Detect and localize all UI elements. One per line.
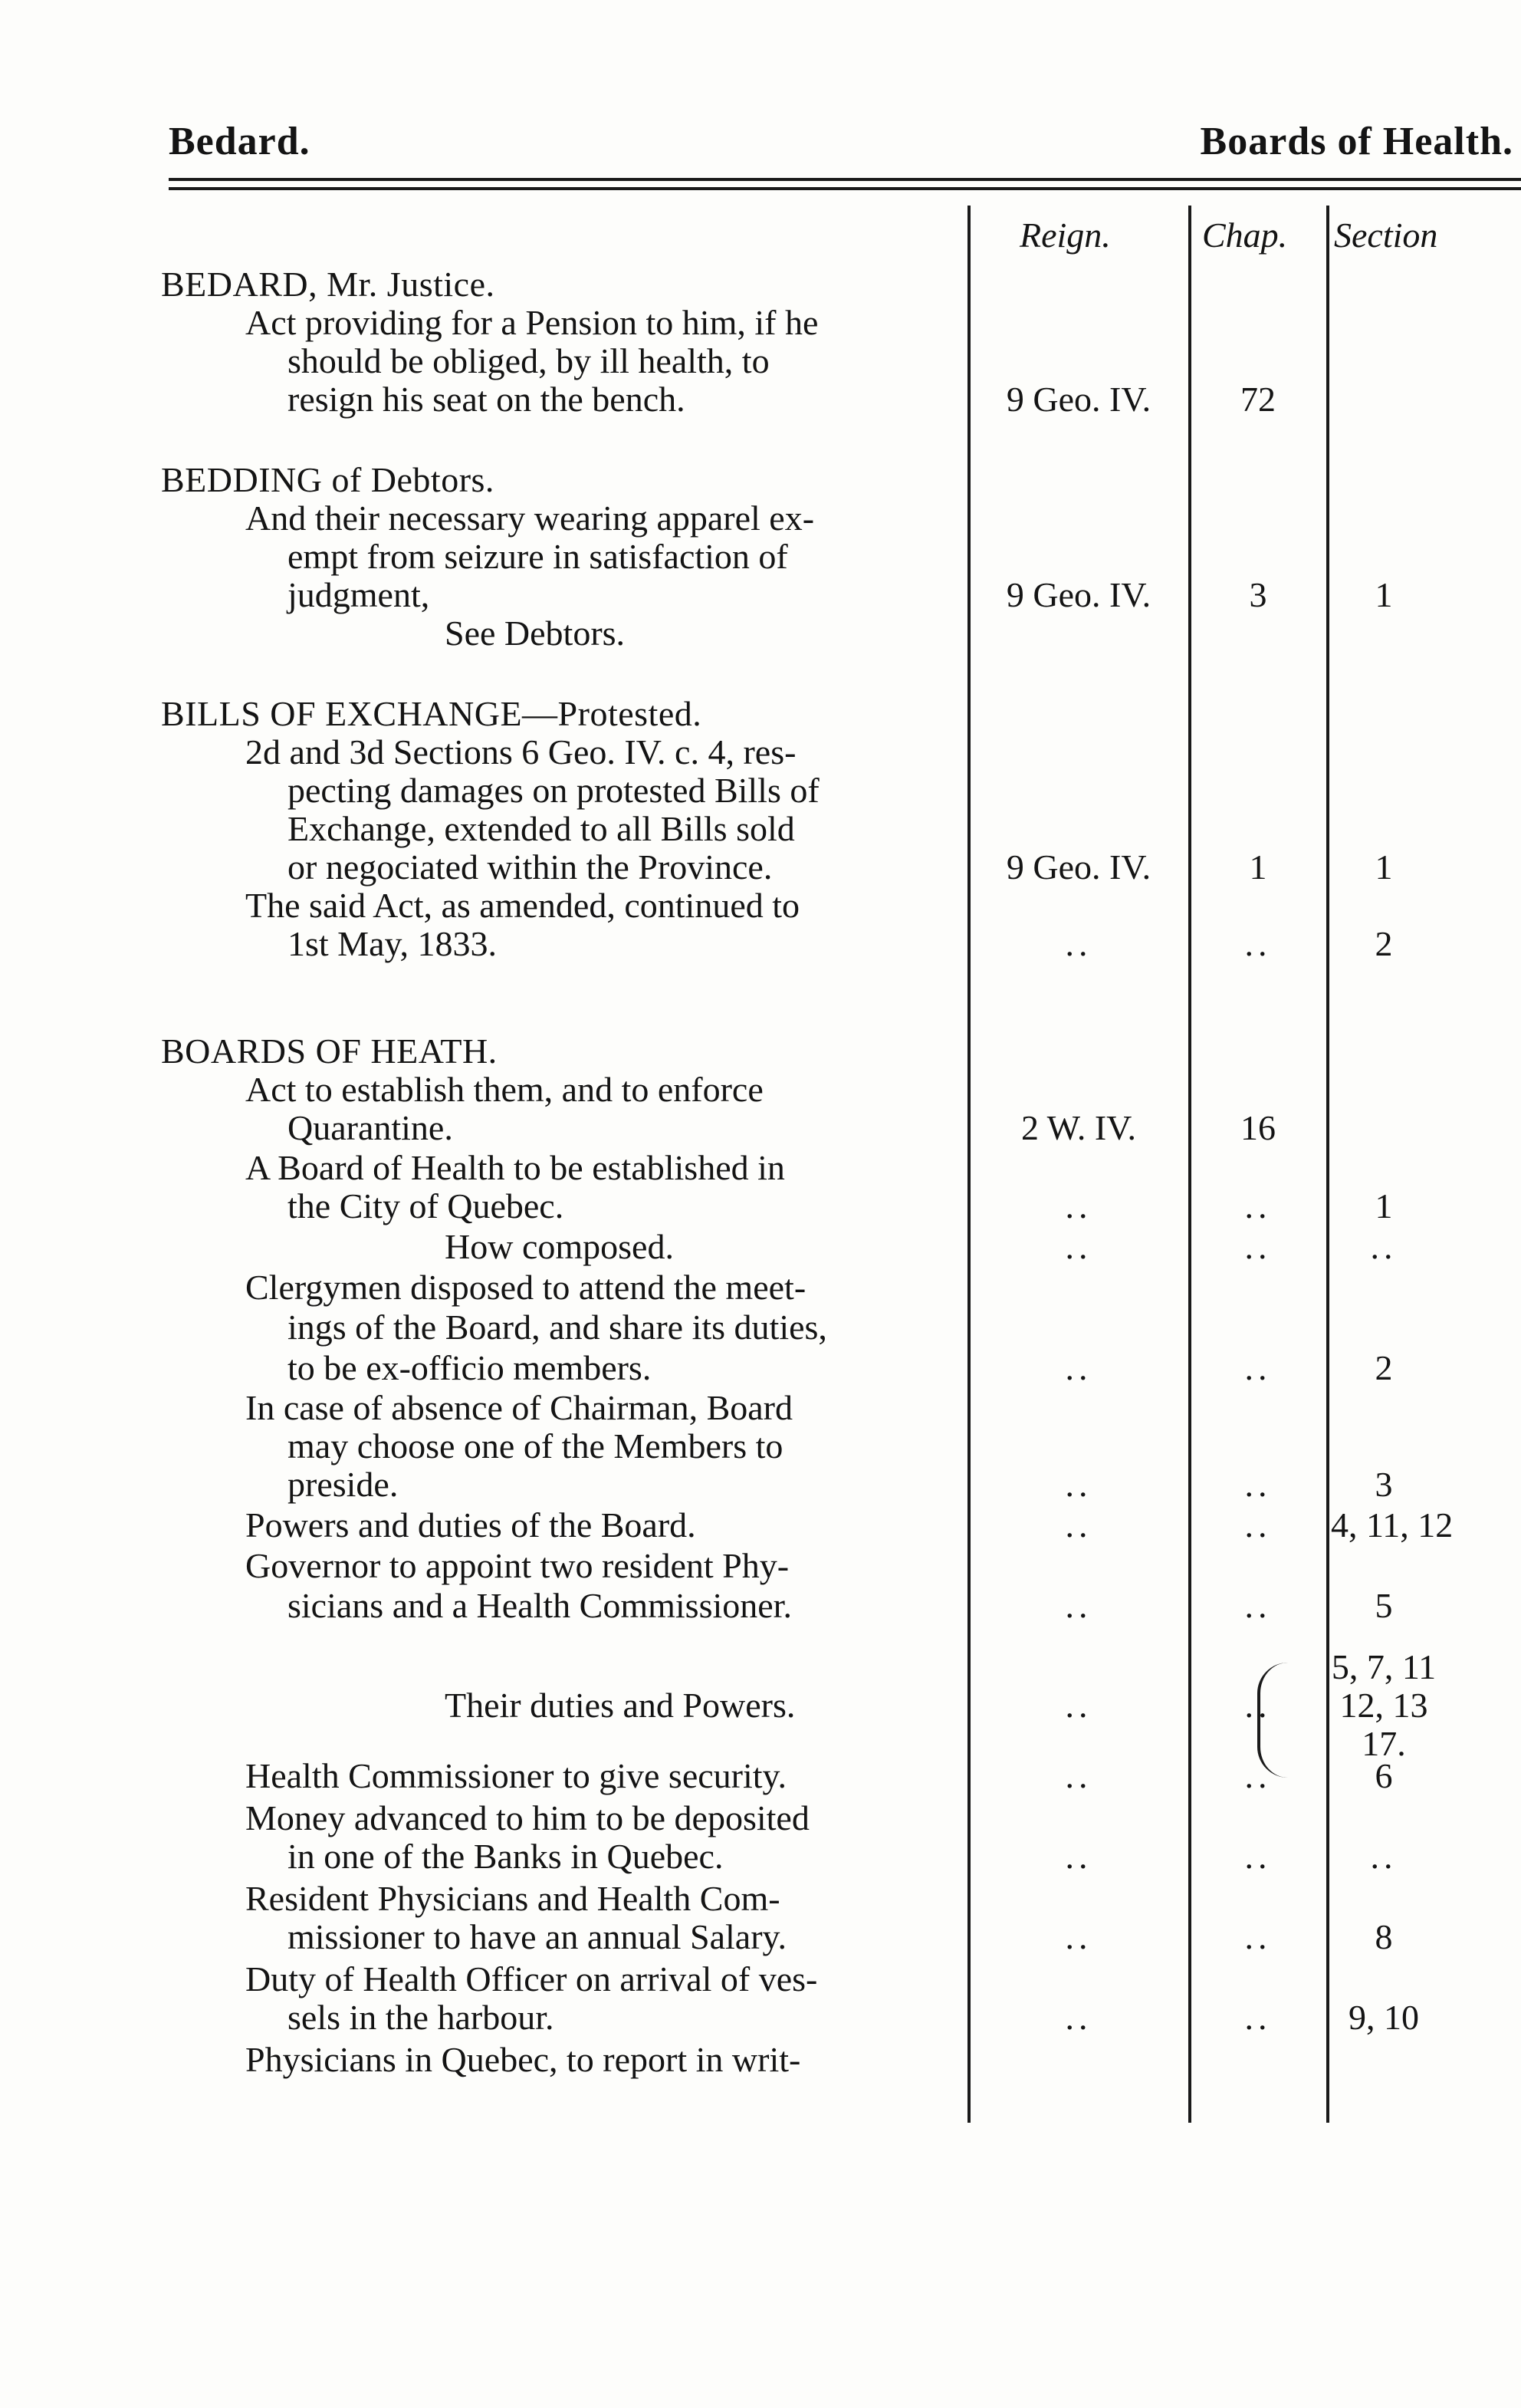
index-entry-line: 2d and 3d Sections 6 Geo. IV. c. 4, res- bbox=[245, 732, 797, 771]
chapter-cell: .. bbox=[1244, 1505, 1272, 1544]
index-entry-line: may choose one of the Members to bbox=[287, 1426, 783, 1466]
chapter-cell: 72 bbox=[1240, 380, 1276, 419]
index-heading: BEDARD, Mr. Justice. bbox=[161, 265, 495, 304]
reign-cell: .. bbox=[1065, 1686, 1092, 1725]
index-entry-line: 1st May, 1833. bbox=[287, 924, 498, 963]
section-cell: 1 bbox=[1375, 575, 1393, 614]
column-rule-chap bbox=[1188, 206, 1191, 2123]
index-entry-line: How composed. bbox=[445, 1227, 674, 1266]
index-entry-line: Duty of Health Officer on arrival of ves- bbox=[245, 1959, 818, 1998]
section-cell: 5 bbox=[1375, 1586, 1393, 1625]
column-rule-reign bbox=[967, 206, 971, 2123]
running-head-left: Bedard. bbox=[169, 120, 310, 163]
chapter-cell: .. bbox=[1244, 924, 1272, 963]
section-brace bbox=[1257, 1663, 1296, 1778]
running-head-right: Boards of Health. bbox=[1200, 120, 1513, 163]
chapter-cell: .. bbox=[1244, 1348, 1272, 1387]
reign-cell: .. bbox=[1065, 1465, 1092, 1504]
index-entry-line: Act providing for a Pension to him, if he bbox=[245, 303, 819, 342]
section-cell: 17. bbox=[1362, 1724, 1406, 1763]
section-cell: .. bbox=[1370, 1837, 1398, 1876]
reign-cell: .. bbox=[1065, 1837, 1092, 1876]
section-cell: 2 bbox=[1375, 1348, 1393, 1387]
index-entry-line: Their duties and Powers. bbox=[445, 1686, 796, 1725]
header-rule-top bbox=[169, 178, 1521, 181]
reign-cell: .. bbox=[1065, 1227, 1092, 1266]
index-entry-line: sels in the harbour. bbox=[287, 1998, 554, 2037]
reign-cell: 9 Geo. IV. bbox=[1006, 847, 1151, 887]
index-heading: BEDDING of Debtors. bbox=[161, 460, 494, 499]
index-entry-line: pecting damages on protested Bills of bbox=[287, 771, 820, 810]
chapter-cell: .. bbox=[1244, 1465, 1272, 1504]
index-entry-line: Health Commissioner to give security. bbox=[245, 1756, 787, 1795]
reign-cell: 2 W. IV. bbox=[1021, 1108, 1136, 1147]
header-rule-bottom bbox=[169, 187, 1521, 190]
index-entry-line: Clergymen disposed to attend the meet- bbox=[245, 1268, 806, 1307]
column-header-chap: Chap. bbox=[1202, 215, 1288, 255]
chapter-cell: 16 bbox=[1240, 1108, 1276, 1147]
index-heading: BILLS OF EXCHANGE—Protested. bbox=[161, 694, 702, 733]
index-entry-line: the City of Quebec. bbox=[287, 1186, 564, 1225]
index-entry-line: In case of absence of Chairman, Board bbox=[245, 1388, 793, 1427]
index-entry-line: Quarantine. bbox=[287, 1108, 453, 1147]
section-cell: 1 bbox=[1375, 847, 1393, 887]
index-entry-line: Physicians in Quebec, to report in writ- bbox=[245, 2040, 801, 2079]
index-entry-line: Money advanced to him to be deposited bbox=[245, 1798, 810, 1837]
reign-cell: .. bbox=[1065, 1917, 1092, 1956]
section-cell: .. bbox=[1370, 1227, 1398, 1266]
column-header-section: Section bbox=[1334, 215, 1438, 255]
index-entry-line: And their necessary wearing apparel ex- bbox=[245, 498, 815, 538]
index-entry-line: to be ex-officio members. bbox=[287, 1348, 652, 1387]
reign-cell: .. bbox=[1065, 1998, 1092, 2037]
index-entry-line: should be obliged, by ill health, to bbox=[287, 341, 770, 380]
chapter-cell: .. bbox=[1244, 1837, 1272, 1876]
reign-cell: .. bbox=[1065, 1186, 1092, 1225]
section-cell: 9, 10 bbox=[1349, 1998, 1419, 2037]
chapter-cell: .. bbox=[1244, 1998, 1272, 2037]
index-entry-line: empt from seizure in satisfaction of bbox=[287, 537, 788, 576]
index-heading: BOARDS OF HEATH. bbox=[161, 1031, 498, 1071]
chapter-cell: .. bbox=[1244, 1917, 1272, 1956]
index-entry-line: See Debtors. bbox=[445, 614, 626, 653]
index-entry-line: ings of the Board, and share its duties, bbox=[287, 1308, 827, 1347]
section-cell: 12, 13 bbox=[1339, 1686, 1428, 1725]
index-entry-line: or negociated within the Province. bbox=[287, 847, 773, 887]
index-entry-line: A Board of Health to be established in bbox=[245, 1148, 785, 1187]
section-cell: 4, 11, 12 bbox=[1331, 1505, 1454, 1544]
index-entry-line: preside. bbox=[287, 1465, 399, 1504]
chapter-cell: .. bbox=[1244, 1227, 1272, 1266]
index-entry-line: Powers and duties of the Board. bbox=[245, 1505, 696, 1544]
chapter-cell: .. bbox=[1244, 1586, 1272, 1625]
chapter-cell: .. bbox=[1244, 1686, 1272, 1725]
index-entry-line: Resident Physicians and Health Com- bbox=[245, 1879, 780, 1918]
index-entry-line: in one of the Banks in Quebec. bbox=[287, 1837, 724, 1876]
reign-cell: 9 Geo. IV. bbox=[1006, 380, 1151, 419]
index-entry-line: Governor to appoint two resident Phy- bbox=[245, 1546, 790, 1585]
reign-cell: 9 Geo. IV. bbox=[1006, 575, 1151, 614]
chapter-cell: .. bbox=[1244, 1756, 1272, 1795]
reign-cell: .. bbox=[1065, 1348, 1092, 1387]
reign-cell: .. bbox=[1065, 1756, 1092, 1795]
index-entry-line: Exchange, extended to all Bills sold bbox=[287, 809, 795, 848]
reign-cell: .. bbox=[1065, 1505, 1092, 1544]
section-cell: 3 bbox=[1375, 1465, 1393, 1504]
section-cell: 8 bbox=[1375, 1917, 1393, 1956]
index-entry-line: judgment, bbox=[287, 575, 430, 614]
reign-cell: .. bbox=[1065, 924, 1092, 963]
reign-cell: .. bbox=[1065, 1586, 1092, 1625]
index-entry-line: sicians and a Health Commissioner. bbox=[287, 1586, 792, 1625]
chapter-cell: 3 bbox=[1249, 575, 1267, 614]
column-rule-section bbox=[1326, 206, 1329, 2123]
index-entry-line: Act to establish them, and to enforce bbox=[245, 1070, 764, 1109]
index-entry-line: The said Act, as amended, continued to bbox=[245, 886, 800, 925]
column-header-reign: Reign. bbox=[1020, 215, 1111, 255]
index-entry-line: resign his seat on the bench. bbox=[287, 380, 685, 419]
section-cell: 1 bbox=[1375, 1186, 1393, 1225]
index-entry-line: missioner to have an annual Salary. bbox=[287, 1917, 787, 1956]
section-cell: 2 bbox=[1375, 924, 1393, 963]
section-cell: 6 bbox=[1375, 1756, 1393, 1795]
section-cell: 5, 7, 11 bbox=[1331, 1647, 1437, 1686]
chapter-cell: .. bbox=[1244, 1186, 1272, 1225]
chapter-cell: 1 bbox=[1249, 847, 1267, 887]
